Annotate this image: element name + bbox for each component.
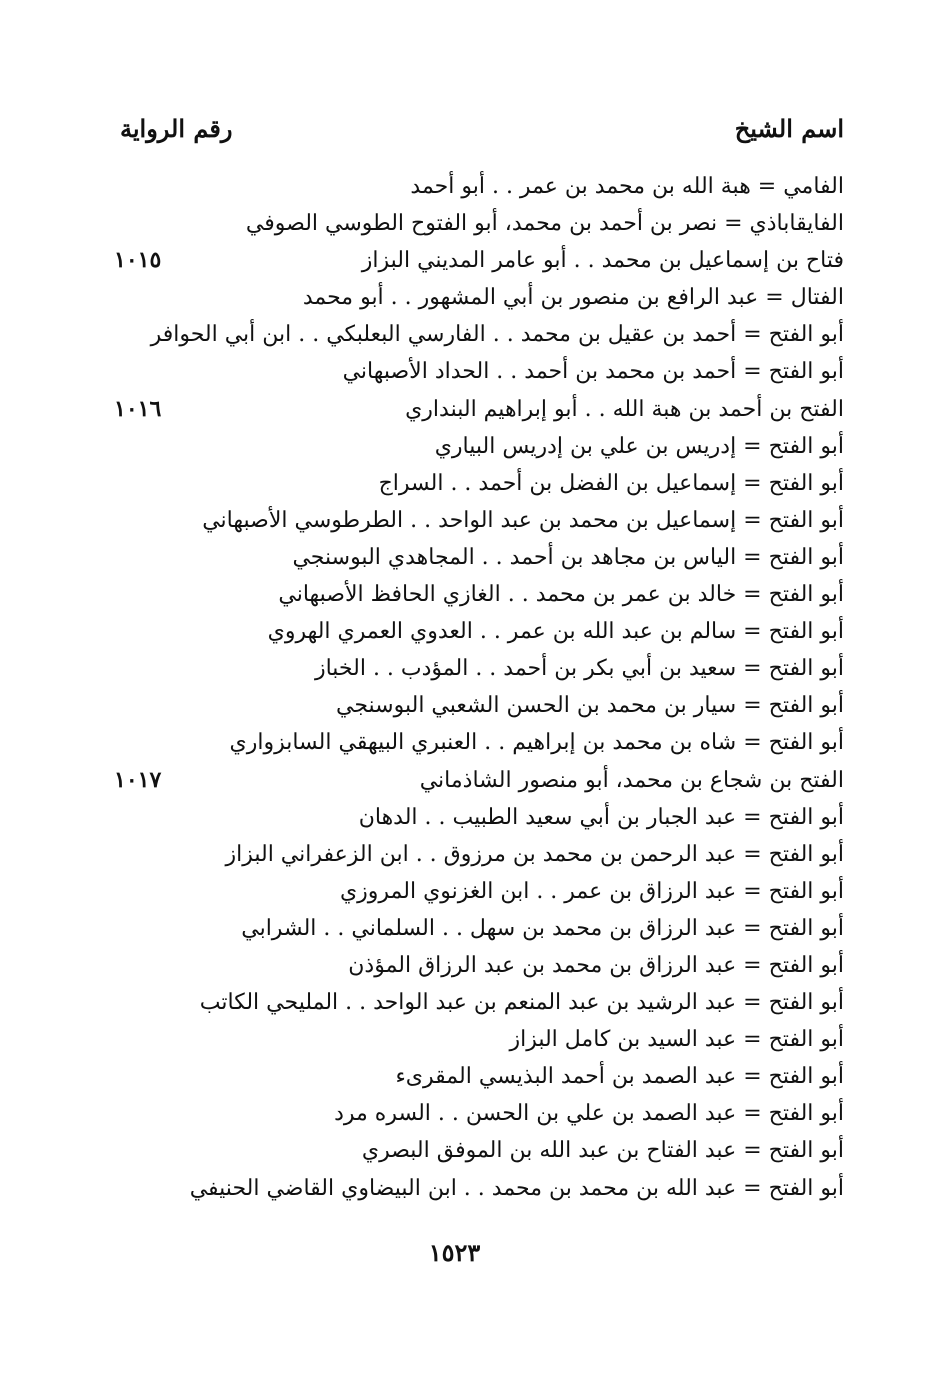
list-item — [80, 353, 844, 390]
list-item — [80, 502, 844, 539]
entries-list — [80, 168, 844, 1207]
entry-text: أبو الفتح = شاه بن محمد بن إبراهيم . . العنبري البيهقي السابزواري — [229, 730, 844, 756]
list-item — [80, 1170, 844, 1207]
narration-number: ١٠١٧ — [114, 766, 162, 793]
list-item — [80, 650, 844, 687]
list-item — [80, 724, 844, 761]
list-item — [80, 873, 844, 910]
entry-text: أبو الفتح = عبد السيد بن كامل البزاز — [509, 1027, 844, 1053]
column-header-narration-number: رقم الرواية — [120, 114, 233, 143]
list-item — [80, 947, 844, 984]
list-item — [80, 1095, 844, 1132]
list-item — [80, 910, 844, 947]
column-header-sheikh-name: اسم الشيخ — [734, 114, 844, 143]
entry-text: الفايقاباذي = نصر بن أحمد بن محمد، أبو الفتوح الطوسي الصوفي — [245, 211, 844, 237]
list-item — [80, 687, 844, 724]
entry-text: أبو الفتح = إدريس بن علي بن إدريس البياري — [434, 433, 844, 459]
entry-text: أبو الفتح = عبد الرزاق بن محمد بن عبد الرزاق المؤذن — [348, 952, 844, 978]
entry-text: الفامي = هبة الله بن محمد بن عمر . . أبو أحمد — [410, 174, 844, 199]
list-item — [80, 242, 844, 279]
list-item — [80, 836, 844, 873]
entry-text: أبو الفتح = سالم بن عبد الله بن عمر . . العدوي العمري الهروي — [267, 619, 844, 645]
list-item — [80, 168, 844, 205]
entry-text: أبو الفتح = عبد الفتاح بن عبد الله بن الموفق البصري — [361, 1138, 844, 1164]
entry-text: الفتح بن أحمد بن هبة الله . . أبو إبراهيم البنداري — [405, 396, 844, 422]
list-item — [80, 1058, 844, 1095]
entry-text: أبو الفتح = إسماعيل بن محمد بن عبد الواحد . . الطرطوسي الأصبهاني — [202, 507, 844, 533]
list-item — [80, 279, 844, 316]
narration-number: ١٠١٥ — [114, 247, 162, 274]
entry-text: الفتال = عبد الرافع بن منصور بن أبي المشهور . . أبو محمد — [302, 285, 844, 311]
entry-text: أبو الفتح = أحمد بن عقيل بن محمد . . الفارسي البعلبكي . . ابن أبي الحوافر — [150, 322, 844, 348]
entry-text: أبو الفتح = عبد الرحمن بن محمد بن مرزوق . . ابن الزعفراني البزاز — [225, 841, 844, 867]
list-item — [80, 465, 844, 502]
entry-text: أبو الفتح = إسماعيل بن الفضل بن أحمد . . السراج — [378, 470, 844, 496]
list-item — [80, 205, 844, 242]
entry-text: أبو الفتح = سعيد بن أبي بكر بن أحمد . . المؤدب . . الخباز — [314, 656, 844, 682]
page-number: ١٥٢٣ — [428, 1238, 481, 1267]
list-item — [80, 984, 844, 1021]
list-item — [80, 316, 844, 353]
entry-text: أبو الفتح = عبد الصمد بن علي بن الحسن . . السره مرد — [334, 1101, 844, 1127]
entry-text: أبو الفتح = الياس بن مجاهد بن أحمد . . المجاهدي البوسنجي — [292, 544, 844, 570]
entry-text: أبو الفتح = عبد الجبار بن أبي سعيد الطبيب . . الدهان — [358, 804, 844, 830]
list-item — [80, 1021, 844, 1058]
entry-text: الفتح بن شجاع بن محمد، أبو منصور الشاذماني — [419, 767, 844, 793]
entry-text: أبو الفتح = عبد الله بن محمد بن محمد . . ابن البيضاوي القاضي الحنيفي — [189, 1175, 844, 1201]
list-item — [80, 539, 844, 576]
entry-text: أبو الفتح = عبد الرزاق بن عمر . . ابن الغزنوي المروزي — [339, 878, 844, 904]
narration-number: ١٠١٦ — [114, 395, 162, 422]
list-item — [80, 1132, 844, 1169]
list-item — [80, 799, 844, 836]
entry-text: أبو الفتح = خالد بن عمر بن محمد . . الغازي الحافظ الأصبهاني — [278, 582, 844, 608]
entry-text: أبو الفتح = أحمد بن محمد بن أحمد . . الحداد الأصبهاني — [342, 359, 844, 385]
list-item — [80, 613, 844, 650]
list-item — [80, 391, 844, 428]
entry-text: أبو الفتح = عبد الصمد بن أحمد البذيسي المقرىء — [395, 1064, 844, 1090]
list-item — [80, 576, 844, 613]
entry-text: أبو الفتح = عبد الرزاق بن محمد بن سهل . . السلماني . . الشرابي — [241, 915, 844, 941]
entry-text: أبو الفتح = عبد الرشيد بن عبد المنعم بن عبد الواحد . . المليحي الكاتب — [199, 990, 844, 1016]
list-item — [80, 762, 844, 799]
entry-text: أبو الفتح = سيار بن محمد بن الحسن الشعبي البوسنجي — [336, 693, 844, 719]
list-item — [80, 428, 844, 465]
entry-text: فتاح بن إسماعيل بن محمد . . أبو عامر المديني البزاز — [361, 248, 844, 274]
